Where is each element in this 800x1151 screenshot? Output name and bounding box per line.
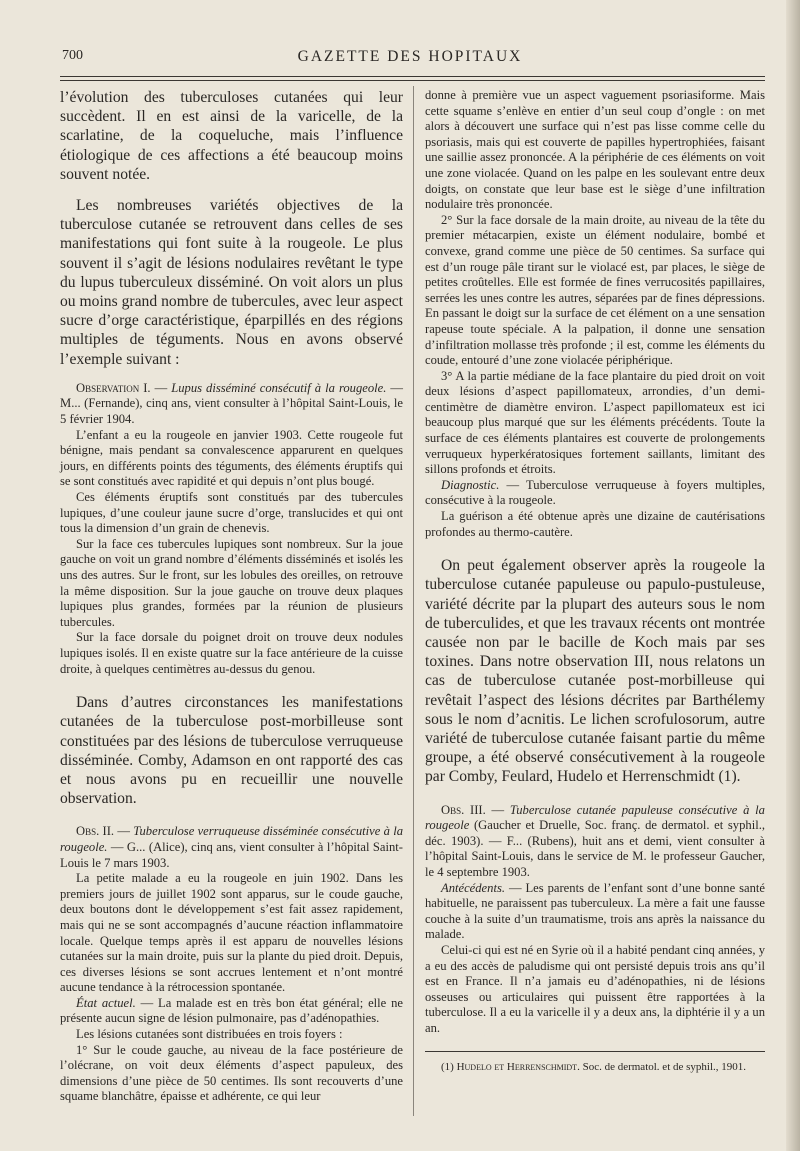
observation-label: Observation I.	[76, 380, 151, 395]
journal-title: GAZETTE DES HOPITAUX	[297, 48, 523, 65]
footnote-label: (1) Hudelo et Herrenschmidt.	[441, 1060, 580, 1073]
column-divider	[413, 86, 414, 1116]
section-label: Diagnostic.	[441, 477, 500, 492]
paragraph: l’évolution des tuberculoses cutanées qui leur succèdent. Il en est ainsi de la varicelle, de la scarlatine, de la coqueluche, mais l’influence étiologique de ces affections a été beaucoup moins souvent notée.	[60, 89, 403, 183]
observation-title: Tuberculose verruqueuse disséminée consécutive à la rougeole.	[60, 824, 403, 854]
paragraph: Sur la face ces tubercules lupiques sont nombreux. Sur la joue gauche on voit un grand nombre d’éléments disséminés et isolés les uns des autres. Sur le front, sur les lobules des oreilles, on retrouve la même disposition. Sur la joue gauche on trouve deux plaques lupiques plus grandes, formées par la réunion de plusieurs tubercules.	[60, 536, 403, 629]
paragraph-text: — Tuberculose verruqueuse à foyers multiples, consécutive à la rougeole.	[425, 477, 765, 508]
paragraph	[60, 996, 403, 1027]
paragraph: On peut également observer après la rougeole la tuberculose cutanée papuleuse ou papulo-pustuleuse, variété décrite par la plupart des auteurs sous le nom de tuberculides, et que les travaux récents ont montrée causée non par le bacille de Koch mais par ses toxines. Dans notre observation III, nous relatons un cas de tuberculose cutanée post-morbilleuse qui revêtait l’aspect des lésions décrites par Barthélemy sous le nom d’acnitis. Le lichen scrofulosorum, autre variété de tuberculose cutanée faisant partie du même groupe, a été observé consécutivement à la rougeole par Comby, Feulard, Hudelo et Herrenschmidt (1).	[425, 557, 765, 786]
page-edge-shadow	[786, 0, 800, 1151]
paragraph: Dans d’autres circonstances les manifestations cutanées de la tuberculose post-morbilleuse sont constituées par des lésions de tuberculose verruqueuse disséminée. Comby, Adamson en ont rapporté des cas et nous avons pu en recueillir une nouvelle observation.	[60, 694, 403, 808]
header-rule	[60, 76, 765, 77]
observation-label: Obs. III.	[441, 802, 486, 817]
section-label: État actuel.	[76, 995, 136, 1010]
observation-heading: Observation I. — Lupus disséminé consécutif à la rougeole. — M... (Fernande), cinq ans, vient consulter à l’hôpital Saint-Louis, le 5 février 1904.	[60, 380, 404, 427]
paragraph-text: — Les parents de l’enfant sont d’une bonne santé habituelle, ne paraissent pas tuberculeux. La mère a fait une fausse couche à la suite d’un traumatisme, trois ans après la naissance du malade.	[425, 880, 765, 942]
observation-intro: (Gaucher et Druelle, Soc. franç. de dermatol. et syphil., déc. 1903). — F... (Rubens), huit ans et demi, vient consulter à l’hôpital Saint-Louis, dans le service de M. le professeur Gaucher, le 4 septembre 1903.	[425, 818, 765, 880]
paragraph-text: — La malade est en très bon état général; elle ne présente aucun signe de lésion pulmonaire, pas d’adénopathies.	[60, 995, 403, 1026]
paragraph: La guérison a été obtenue après une dizaine de cautérisations profondes au thermo-cautère.	[425, 509, 765, 539]
observation-title: Lupus disséminé consécutif à la rougeole.	[171, 380, 387, 395]
paragraph	[425, 478, 765, 509]
paragraph: donne à première vue un aspect vaguement psoriasiforme. Mais cette squame s’enlève en entier d’un seul coup d’ongle : on met alors à découvert une surface qui n’est pas lisse comme celle du psoriasis, mais qui est couverte de papilles hypertrophiées, faisant une saillie assez prononcée. A la périphérie de ces éléments on voit une zone violacée. Quand on les palpe en les soulevant entre deux doigts, on constate que leur base est le siège d’une infiltration nodulaire très prononcée.	[425, 88, 765, 212]
footnote-rule	[425, 1051, 765, 1052]
paragraph: 3° A la partie médiane de la face plantaire du pied droit on voit deux lésions d’aspect papillomateux, arrondies, d’un demi-centimètre de diamètre environ. L’aspect papillomateux est ici beaucoup plus marqué que sur les éléments précédents. Toute la surface de ces éléments plantaires est couverte de prolongements verruqueux hyperkératosiques fortement saillants, limitant des sillons profonds et étroits.	[425, 368, 765, 477]
observation-heading: Obs. II. — Tuberculose verruqueuse disséminée consécutive à la rougeole. — G... (Alice), cinq ans, vient consulter à l’hôpital Saint-Louis le 7 mars 1903.	[60, 824, 403, 870]
paragraph: Les lésions cutanées sont distribuées en trois foyers :	[76, 1027, 343, 1042]
right-column	[425, 88, 765, 1074]
observation-heading: Obs. III. — Tuberculose cutanée papuleuse consécutive à la rougeole (Gaucher et Druelle, Soc. franç. de dermatol. et syphil., déc. 1903). — F... (Rubens), huit ans et demi, vient consulter à l’hôpital Saint-Louis, dans le service de M. le professeur Gaucher, le 4 septembre 1903.	[425, 802, 765, 880]
paragraph: La petite malade a eu la rougeole en juin 1902. Dans les premiers jours de juillet 1902 sont apparus, sur le coude gauche, deux boutons dont le développement s’est fait assez rapidement, mais qui ne se sont accompagnés d’aucune réaction inflammatoire locale. Quelque temps après il est apparu de nouvelles lésions cutanées sur la main droite, puis sur la plante du pied droit. Depuis, ces diverses lésions se sont accrues lentement et n’ont montré aucune tendance à la rétrocession spontanée.	[60, 871, 403, 995]
footnote	[425, 1060, 765, 1074]
observation-label: Obs. II.	[76, 824, 115, 839]
paragraph: 1° Sur le coude gauche, au niveau de la face postérieure de l’olécrane, on voit deux éléments d’aspect papuleux, des dimensions d’une pièce de 50 centimes. Ils sont recouverts d’une squame blanchâtre, épaisse et adhérente, ce qui leur	[60, 1042, 403, 1104]
paragraph: Ces éléments éruptifs sont constitués par des tubercules lupiques, d’une couleur jaune sucre d’orge, translucides et qui ont tous la dimension d’un grain de chenevis.	[60, 490, 403, 536]
page-number: 700	[62, 48, 83, 63]
observation-title: Tuberculose cutanée papuleuse consécutive à la rougeole	[425, 802, 765, 833]
footnote-text: Soc. de dermatol. et de syphil., 1901.	[579, 1060, 747, 1073]
paragraph: Les nombreuses variétés objectives de la tuberculose cutanée se retrouvent dans celles de ses manifestations qui font suite à la rougeole. Le plus souvent il s’agit de lésions nodulaires revêtant le type du lupus tuberculeux disséminé. On voit alors un plus ou moins grand nombre de tubercules, avec leur aspect sucre d’orge caractéristique, éparpillés en des régions multiples de téguments. Nous en avons observé l’exemple suivant :	[60, 197, 403, 368]
section-label: Antécédents.	[441, 880, 505, 895]
paragraph: Sur la face dorsale du poignet droit on trouve deux nodules lupiques isolés. Il en existe quatre sur la face antérieure de la cuisse droite, à quelques centimètres au-dessus du genou.	[60, 630, 403, 676]
running-header	[60, 48, 760, 70]
header-rule-thin	[60, 80, 765, 81]
paragraph: Celui-ci qui est né en Syrie où il a habité pendant cinq années, y a eu des accès de paludisme qui ont persisté depuis trois ans qu’il est en France. Il n’a jamais eu d’adénopathies, ni de lésions osseuses ou articulaires qui puissent être rapportées à la tuberculose. Il a eu la varicelle il y a deux ans, la diphtérie il y a un an.	[425, 943, 765, 1035]
left-column	[60, 88, 403, 1105]
paragraph: 2° Sur la face dorsale de la main droite, au niveau de la tête du premier métacarpien, existe un élément nodulaire, bombé et convexe, grand comme une pièce de 50 centimes. Sa surface qui est d’un rouge pâle tirant sur le violacé est, par places, le siège de petites croûtelles. Elle est formée de fines verrucosités papillaires, serrées les unes contre les autres, séparées par de fines dépressions. En passant le doigt sur la surface de cet élément on a une sensation rapeuse toute spéciale. A la palpation, il donne une sensation d’infiltration mollasse très profonde ; il est, comme les éléments du coude, entouré d’une zone violacée périphérique.	[425, 212, 765, 368]
paragraph	[425, 881, 765, 943]
observation-intro: — M... (Fernande), cinq ans, vient consulter à l’hôpital Saint-Louis, le 5 février 1904.	[60, 380, 404, 427]
paragraph: L’enfant a eu la rougeole en janvier 1903. Cette rougeole fut bénigne, mais pendant sa convalescence apparurent en quelques jours, en différents points des téguments, des éléments éruptifs qui se sont constitués avec rapidité et qui depuis n’ont plus bougé.	[60, 427, 403, 489]
observation-intro: — G... (Alice), cinq ans, vient consulter à l’hôpital Saint-Louis le 7 mars 1903.	[60, 839, 403, 870]
